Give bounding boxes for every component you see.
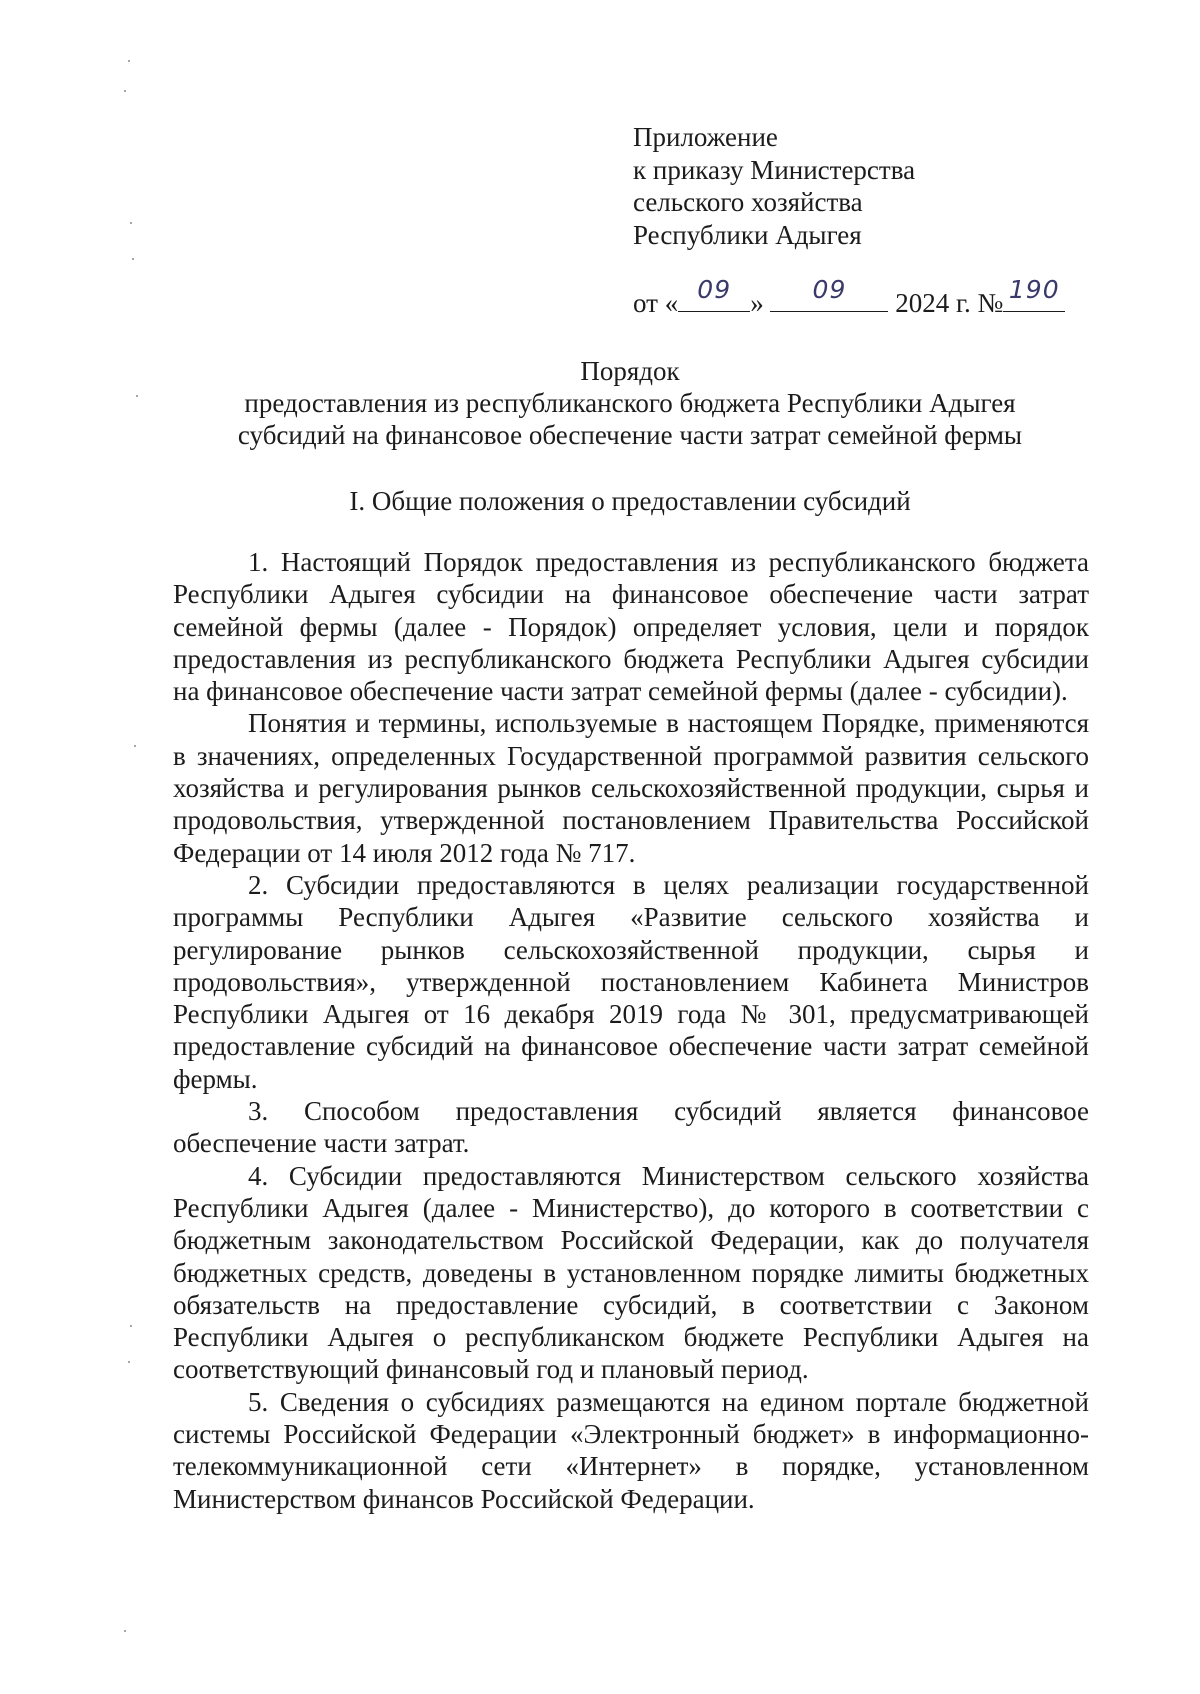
- paragraph: Понятия и термины, используемые в настоящем Порядке, применяются в значениях, определенных Государственной программой развития сельского хозяйства и регулирования рынков сельскохозяйственной продукции, сырья и продовольствия, утвержденной постановлением Правительства Российской Федерации от 14 июля 2012 года № 717.: [173, 708, 1089, 868]
- document-title: [170, 355, 1090, 451]
- order-number-handwritten: 190: [1008, 275, 1060, 304]
- year-text: 2024 г. №: [895, 288, 1004, 318]
- appendix-line: сельского хозяйства: [633, 187, 863, 217]
- paragraph: 3. Способом предоставления субсидий является финансовое обеспечение части затрат.: [173, 1096, 1089, 1159]
- scan-speck: [132, 258, 134, 260]
- section-heading: I. Общие положения о предоставлении субсидий: [349, 486, 911, 516]
- appendix-line: Приложение: [633, 122, 778, 152]
- scan-speck: [124, 90, 126, 92]
- paragraph: 2. Субсидии предоставляются в целях реализации государственной программы Республики Адыгея «Развитие сельского хозяйства и регулирование рынков сельскохозяйственной продукции, сырья и продовольствия», утвержденной постановлением Кабинета Министров Республики Адыгея от 16 декабря 2019 года № 301, предусматривающей предоставление субсидий на финансовое обеспечение части затрат семейной фермы.: [173, 869, 1089, 1094]
- paragraph: 5. Сведения о субсидиях размещаются на едином портале бюджетной системы Российской Федерации «Электронный бюджет» в информационно-телекоммуникационной сети «Интернет» в порядке, установленном Министерством финансов Российской Федерации.: [173, 1386, 1089, 1514]
- title-line: субсидий на финансовое обеспечение части затрат семейной фермы: [237, 420, 1023, 450]
- scan-speck: [130, 222, 132, 224]
- order-date-line: [633, 275, 1065, 319]
- date-prefix: от «: [633, 288, 679, 318]
- date-mid: »: [750, 288, 764, 318]
- scan-speck: [128, 60, 130, 62]
- title-line: Порядок: [580, 356, 680, 386]
- scan-speck: [134, 745, 136, 747]
- scan-speck: [124, 1630, 126, 1632]
- title-line: предоставления из республиканского бюджета Республики Адыгея: [244, 388, 1016, 418]
- paragraph: 4. Субсидии предоставляются Министерством сельского хозяйства Республики Адыгея (далее - Министерство), до которого в соответствии с бюджетным законодательством Российской Федерации, как до получателя бюджетных средств, доведены в установленном порядке лимиты бюджетных обязательств на предоставление субсидий, в соответствии с Законом Республики Адыгея о республиканском бюджете Республики Адыгея на соответствующий финансовый год и плановый период.: [173, 1160, 1089, 1385]
- scan-speck: [136, 395, 138, 397]
- document-body: [173, 546, 1089, 1515]
- appendix-line: к приказу Министерства: [633, 154, 916, 185]
- appendix-header: [633, 121, 915, 251]
- order-number-field: [1003, 275, 1065, 312]
- scan-speck: [128, 1361, 130, 1363]
- day-handwritten: 09: [697, 275, 732, 304]
- month-handwritten: 09: [812, 275, 847, 304]
- paragraph: 1. Настоящий Порядок предоставления из республиканского бюджета Республики Адыгея субсидии на финансовое обеспечение части затрат семейной фермы (далее - Порядок) определяет условия, цели и порядок предоставления из республиканского бюджета Республики Адыгея субсидии на финансовое обеспечение части затрат семейной фермы (далее - субсидии).: [173, 547, 1089, 707]
- day-field: [678, 275, 750, 312]
- scan-speck: [130, 1325, 132, 1327]
- appendix-line: Республики Адыгея: [633, 219, 862, 250]
- month-field: [770, 275, 888, 312]
